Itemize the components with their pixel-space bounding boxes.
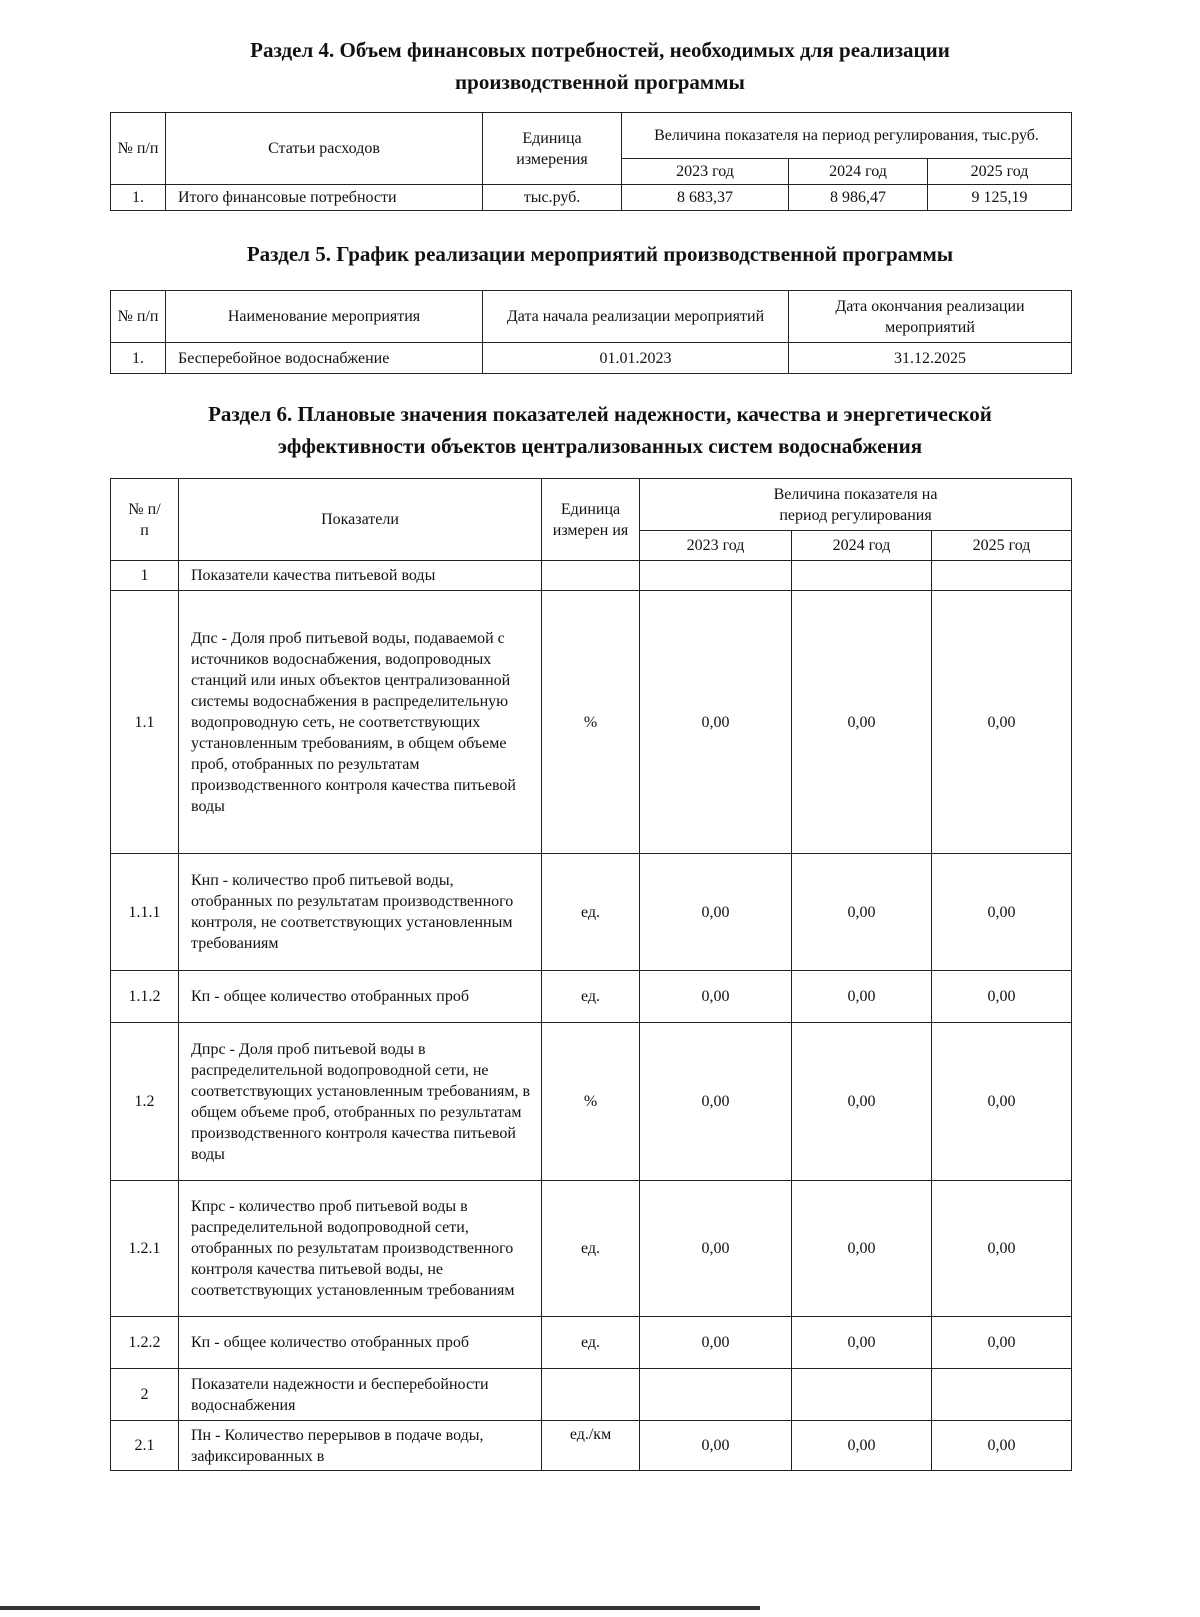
row-num: 1.2 [111, 1023, 179, 1181]
s6-header-unit: Единица измерен ия [542, 479, 640, 561]
s6-header-2023: 2023 год [640, 531, 792, 561]
s4-header-item: Статьи расходов [166, 113, 483, 185]
row-indicator: Дпс - Доля проб питьевой воды, подаваемой с источников водоснабжения, водопроводных станций или иных объектов централизованной системы водоснабжения в распределительную водопроводную сеть, не соответствующих установленным требованиям, в общем объеме проб, отобранных по результатам производственного контроля качества питьевой воды [179, 591, 542, 854]
s5-row-name: Бесперебойное водоснабжение [166, 343, 483, 374]
row-indicator: Показатели надежности и бесперебойности водоснабжения [179, 1369, 542, 1421]
row-2023: 0,00 [640, 1023, 792, 1181]
table-row [111, 1023, 1072, 1181]
table-row [111, 1317, 1072, 1369]
section4-title-line2: производственной программы [455, 70, 745, 94]
row-2024 [792, 1369, 932, 1421]
row-indicator: Кпрс - количество проб питьевой воды в распределительной водопроводной сети, отобранных по результатам производственного контроля качества питьевой воды, не соответствующих установленным требованиям [179, 1181, 542, 1317]
s6-header-2025: 2025 год [932, 531, 1072, 561]
row-num: 1 [111, 561, 179, 591]
row-unit: ед. [542, 971, 640, 1023]
row-unit [542, 561, 640, 591]
table-row [111, 561, 1072, 591]
row-2025: 0,00 [932, 854, 1072, 971]
section6-title [100, 398, 1100, 462]
row-2023: 0,00 [640, 1181, 792, 1317]
s4-header-num: № п/п [111, 113, 166, 185]
table-row [111, 1369, 1072, 1421]
s5-row [111, 343, 1072, 374]
row-num: 1.1.1 [111, 854, 179, 971]
s4-row-num: 1. [111, 185, 166, 211]
s5-header-name: Наименование мероприятия [166, 291, 483, 343]
row-unit: % [542, 1023, 640, 1181]
row-unit: ед. [542, 1317, 640, 1369]
row-2025 [932, 1369, 1072, 1421]
row-indicator: Пн - Количество перерывов в подаче воды, зафиксированных в [179, 1421, 542, 1471]
section4-title-line1: Раздел 4. Объем финансовых потребностей, необходимых для реализации [250, 38, 950, 62]
table-row [111, 971, 1072, 1023]
row-num: 1.1.2 [111, 971, 179, 1023]
row-num: 1.2.1 [111, 1181, 179, 1317]
section5-title: Раздел 5. График реализации мероприятий производственной программы [246, 242, 954, 266]
table-row [111, 1181, 1072, 1317]
row-2024 [792, 561, 932, 591]
row-2023: 0,00 [640, 1317, 792, 1369]
row-2024: 0,00 [792, 1317, 932, 1369]
table-row [111, 591, 1072, 854]
row-indicator: Кп - общее количество отобранных проб [179, 971, 542, 1023]
row-2025: 0,00 [932, 971, 1072, 1023]
row-2023 [640, 1369, 792, 1421]
row-indicator: Кп - общее количество отобранных проб [179, 1317, 542, 1369]
row-2024: 0,00 [792, 591, 932, 854]
s4-header-period: Величина показателя на период регулирования, тыс.руб. [622, 113, 1072, 159]
section4-title [100, 34, 1100, 98]
row-unit: ед. [542, 1181, 640, 1317]
row-2023: 0,00 [640, 854, 792, 971]
row-2025: 0,00 [932, 1421, 1072, 1471]
row-2025: 0,00 [932, 1023, 1072, 1181]
s4-row-unit: тыс.руб. [483, 185, 622, 211]
s5-header-start: Дата начала реализации мероприятий [483, 291, 789, 343]
row-num: 1.1 [111, 591, 179, 854]
s5-row-start: 01.01.2023 [483, 343, 789, 374]
s4-row-2023: 8 683,37 [622, 185, 789, 211]
row-2025: 0,00 [932, 591, 1072, 854]
s4-header-2025: 2025 год [928, 159, 1072, 185]
s6-header-indicator: Показатели [179, 479, 542, 561]
row-unit: ед. [542, 854, 640, 971]
row-indicator: Кнп - количество проб питьевой воды, отобранных по результатам производственного контроля, не соответствующих установленным требованиям [179, 854, 542, 971]
row-2024: 0,00 [792, 854, 932, 971]
section6-title-line2: эффективности объектов централизованных систем водоснабжения [277, 434, 923, 458]
s4-header-2024: 2024 год [789, 159, 928, 185]
s5-row-end: 31.12.2025 [789, 343, 1072, 374]
row-indicator: Показатели качества питьевой воды [179, 561, 542, 591]
row-2024: 0,00 [792, 1181, 932, 1317]
s4-header-2023: 2023 год [622, 159, 789, 185]
row-indicator: Дпрс - Доля проб питьевой воды в распределительной водопроводной сети, не соответствующих установленным требованиям, в общем объеме проб, отобранных по результатам производственного контроля качества питьевой воды [179, 1023, 542, 1181]
row-2024: 0,00 [792, 1023, 932, 1181]
s5-header-end: Дата окончания реализации мероприятий [789, 291, 1072, 343]
row-num: 1.2.2 [111, 1317, 179, 1369]
s5-header-num: № п/п [111, 291, 166, 343]
table-row [111, 1421, 1072, 1471]
s4-header-unit: Единица измерения [483, 113, 622, 185]
row-2025: 0,00 [932, 1181, 1072, 1317]
row-2024: 0,00 [792, 971, 932, 1023]
row-2023 [640, 561, 792, 591]
row-2024: 0,00 [792, 1421, 932, 1471]
row-2023: 0,00 [640, 1421, 792, 1471]
s6-header-period: Величина показателя на период регулирования [640, 479, 1072, 531]
s5-row-num: 1. [111, 343, 166, 374]
row-2025 [932, 561, 1072, 591]
s6-header-2024: 2024 год [792, 531, 932, 561]
s4-row-2024: 8 986,47 [789, 185, 928, 211]
row-2023: 0,00 [640, 971, 792, 1023]
row-2023: 0,00 [640, 591, 792, 854]
row-unit [542, 1369, 640, 1421]
scan-edge-line [0, 1606, 760, 1610]
table-row [111, 854, 1072, 971]
row-2025: 0,00 [932, 1317, 1072, 1369]
row-num: 2 [111, 1369, 179, 1421]
row-num: 2.1 [111, 1421, 179, 1471]
row-unit: ед./км [542, 1421, 640, 1471]
s4-row-item: Итого финансовые потребности [166, 185, 483, 211]
section5-table [110, 290, 1072, 374]
row-unit: % [542, 591, 640, 854]
s4-row [111, 185, 1072, 211]
section4-table [110, 112, 1072, 211]
section6-title-line1: Раздел 6. Плановые значения показателей надежности, качества и энергетической [208, 402, 992, 426]
s4-row-2025: 9 125,19 [928, 185, 1072, 211]
s6-header-num: № п/п [111, 479, 179, 561]
section6-table [110, 478, 1072, 1471]
